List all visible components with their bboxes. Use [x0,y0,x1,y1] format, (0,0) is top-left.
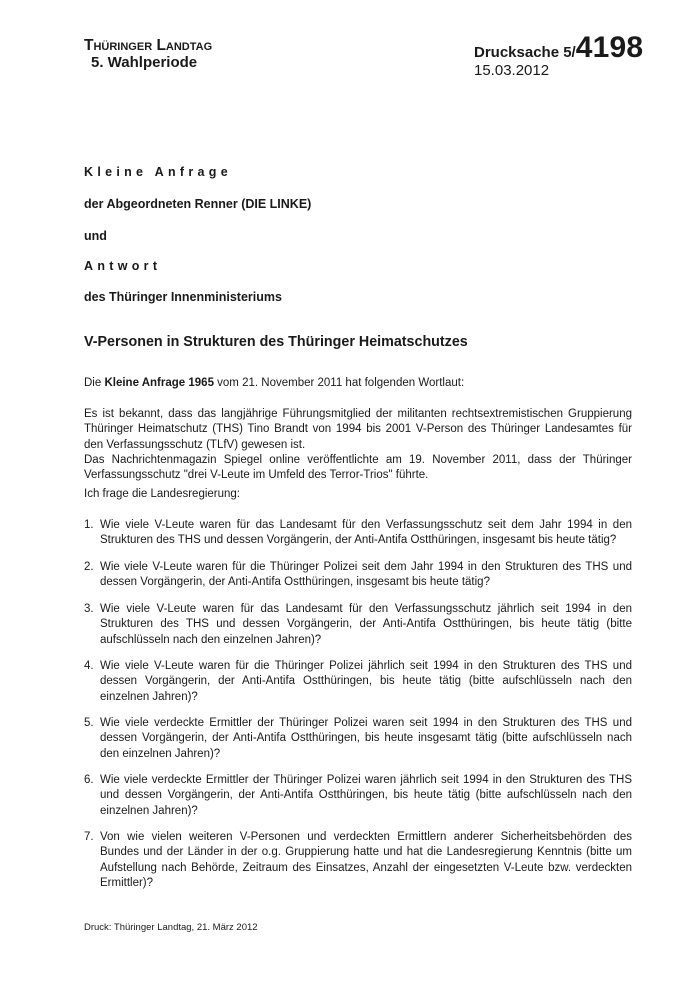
question-number: 1. [84,519,94,531]
question-text: Von wie vielen weiteren V-Personen und verdeckten Ermittlern anderer Sicherheitsbehörden des Bundes und der Länder in der o.g. Gruppierung hatte und hat die Landesregierung Kenntnis (bitte um Aufstellung nach Behörde, Zeitraum des Einsatzes, Anzahl der eingesetzten V-Leute bzw. verdeckten Ermittler)? [100,831,632,889]
paragraph-1: Es ist bekannt, dass das langjährige Führungsmitglied der militanten rechtsextremistischen Gruppierung Thüringer Heimatschutz (THS) Tino Brandt von 1994 bis 2001 V-Person des Thüringer Landesamtes für den Verfassungsschutz (TLfV) gewesen ist. [84,408,632,451]
question-text: Wie viele V-Leute waren für die Thüringer Polizei seit dem Jahr 1994 in den Strukturen des THS und dessen Vorgängerin, der Anti-Antifa Ostthüringen, insgesamt bis heute tätig? [100,561,632,589]
heading-antwort: Antwort [84,259,162,273]
question-text: Wie viele V-Leute waren für das Landesamt für den Verfassungsschutz seit dem Jahr 1994 in den Strukturen des THS und dessen Vorgängerin, der Anti-Antifa Ostthüringen, insgesamt bis heute tätig? [100,519,632,547]
print-footer: Druck: Thüringer Landtag, 21. März 2012 [84,922,258,933]
question-item [84,716,632,762]
drucksache-label: Drucksache 5/ [474,44,576,61]
question-text: Wie viele verdeckte Ermittler der Thüringer Polizei waren jährlich seit 1994 in den Strukturen des THS und dessen Vorgängerin, der Anti-Antifa Ostthüringen, bis heute tätig (bitte aufschlüsseln nach den einzelnen Jahren)? [100,774,632,817]
question-item [84,560,632,591]
intro-suffix: vom 21. November 2011 hat folgenden Wortlaut: [213,377,465,389]
heading-abgeordnete: der Abgeordneten Renner (DIE LINKE) [84,197,312,211]
ask-line: Ich frage die Landesregierung: [84,488,240,500]
question-number: 3. [84,603,94,615]
question-item [84,773,632,819]
question-item [84,830,632,891]
drucksache-block [474,33,643,63]
question-number: 5. [84,717,94,729]
question-number: 7. [84,831,94,843]
question-item [84,602,632,648]
question-number: 6. [84,774,94,786]
question-item [84,518,632,549]
intro-line [84,376,464,391]
legislative-period: 5. Wahlperiode [91,54,198,71]
intro-bold: Kleine Anfrage 1965 [104,377,214,389]
heading-und: und [84,229,107,243]
question-number: 4. [84,660,94,672]
document-date: 15.03.2012 [474,62,550,79]
document-title: V-Personen in Strukturen des Thüringer Heimatschutzes [84,334,468,350]
parliament-name: Thüringer Landtag [84,37,213,54]
intro-prefix: Die [84,377,105,389]
heading-kleine-anfrage: Kleine Anfrage [84,165,232,179]
question-text: Wie viele V-Leute waren für die Thüringer Polizei jährlich seit 1994 in den Strukturen des THS und dessen Vorgängerin, der Anti-Antifa Ostthüringen, bis heute tätig (bitte aufschlüsseln nach den einzelnen Jahren)? [100,660,632,703]
paragraph-2: Das Nachrichtenmagazin Spiegel online veröffentlichte am 19. November 2011, dass der Thüringer Verfassungsschutz "drei V-Leute im Umfeld des Terror-Trios" führte. [84,454,632,482]
question-text: Wie viele verdeckte Ermittler der Thüringer Polizei waren seit 1994 in den Strukturen des THS und dessen Vorgängerin, der Anti-Antifa Ostthüringen, bis heute insgesamt tätig (bitte aufschlüsseln nach den einzelnen Jahren)? [100,717,632,760]
question-number: 2. [84,561,94,573]
drucksache-number: 4198 [575,31,644,64]
question-item [84,659,632,705]
question-text: Wie viele V-Leute waren für das Landesamt für den Verfassungsschutz jährlich seit 1994 in den Strukturen des THS und dessen Vorgängerin, der Anti-Antifa Ostthüringen, bis heute tätig (bitte aufschlüsseln nach den einzelnen Jahren)? [100,603,632,646]
heading-ministerium: des Thüringer Innenministeriums [84,290,282,304]
